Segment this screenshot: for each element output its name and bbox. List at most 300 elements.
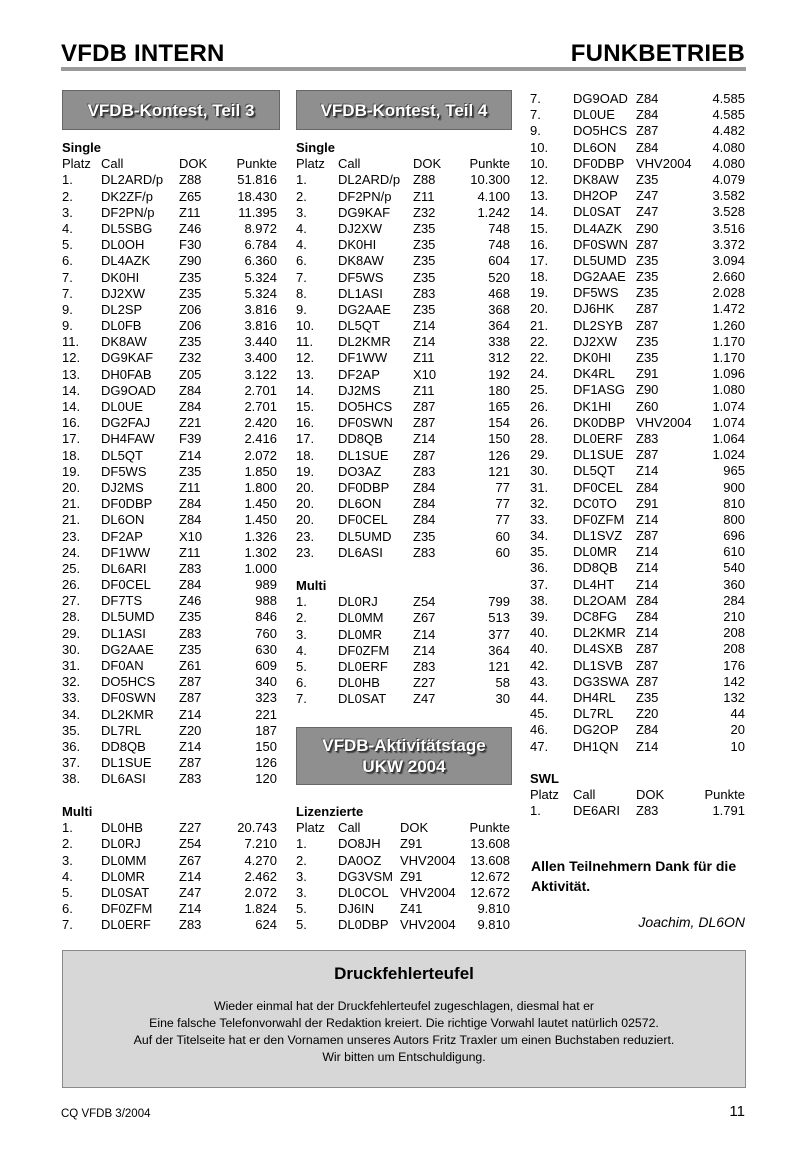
table-row [530,803,745,819]
call-cell: DF2PN/p [101,204,155,220]
table-row [530,107,745,123]
call-cell: DL0OH [101,237,145,253]
points-cell: 18.430 [237,188,277,204]
points-cell: 11.395 [238,204,277,220]
rank-cell: 34. [530,528,549,544]
points-cell: 799 [488,594,510,610]
k4-single-table [296,140,510,561]
points-cell: 1.170 [712,333,745,349]
table-row [530,269,745,285]
call-cell: DF0CEL [338,512,388,528]
column-header-dok: DOK [636,787,665,803]
rank-cell: 16. [62,415,81,431]
call-cell: DO8JH [338,836,381,852]
call-cell: DL6ON [101,512,145,528]
points-cell: 1.260 [712,317,745,333]
rank-cell: 19. [62,463,81,479]
rank-cell: 11. [296,334,314,350]
call-cell: DL1SUE [338,447,389,463]
rank-cell: 17. [62,431,81,447]
rank-cell: 29. [530,447,549,463]
call-cell: DJ6IN [338,901,375,917]
rank-cell: 36. [530,560,549,576]
column-header-call: Call [338,820,361,836]
call-cell: DL1SVB [573,657,623,673]
column-header-punkte: Punkte [469,820,510,836]
points-cell: 965 [723,463,745,479]
call-cell: DG9OAD [101,382,156,398]
dok-cell: Z35 [179,334,202,350]
table-row [296,545,510,561]
dok-cell: Z83 [179,625,202,641]
points-cell: 1.242 [477,204,510,220]
druckfehler-box [62,950,746,1088]
call-cell: DL0UE [573,107,615,123]
call-cell: DH1QN [573,738,619,754]
points-cell: 2.072 [244,884,277,900]
rank-cell: 32. [530,495,549,511]
call-cell: DF2PN/p [338,188,392,204]
table-row [296,496,510,512]
points-cell: 77 [495,479,510,495]
dok-cell: Z14 [179,868,202,884]
call-cell: DO5HCS [338,399,393,414]
dok-cell: Z83 [636,430,659,446]
points-cell: 989 [255,577,277,593]
table-row [530,140,745,156]
points-cell: 10.300 [470,172,510,188]
table-row [530,366,745,382]
call-cell: DG2OP [573,722,619,738]
dok-cell: Z47 [179,884,202,900]
dok-cell: Z87 [413,415,436,431]
rank-cell: 12. [296,350,315,366]
table-row [530,285,745,301]
dok-cell: Z83 [413,285,436,301]
dok-cell: Z35 [636,252,659,268]
points-cell: 3.582 [712,188,745,204]
rank-cell: 20. [296,479,315,495]
dok-cell: Z84 [179,399,202,414]
points-cell: 900 [723,479,745,495]
rank-cell: 34. [62,706,81,722]
call-cell: DL0SAT [101,884,150,900]
rank-cell: 7. [296,269,307,285]
dok-cell: Z32 [179,350,202,366]
dok-cell: Z14 [636,738,659,754]
k4-single-title: Single [296,140,336,155]
call-cell: DL5QT [573,463,615,479]
table-row [296,205,510,221]
dok-cell: X10 [179,528,203,544]
akt-lizenzierte-title: Lizenzierte [296,804,364,819]
table-row [530,156,745,172]
points-cell: 192 [488,366,510,382]
akt-swl-table [530,771,745,820]
dok-cell: Z35 [179,463,202,479]
call-cell: DL5QT [101,447,143,463]
column-header-punkte: Punkte [236,156,277,172]
dok-cell: Z60 [636,398,659,414]
dok-cell: Z87 [636,641,659,657]
points-cell: 364 [488,318,510,334]
header-rule [61,67,746,71]
points-cell: 696 [723,528,745,544]
dok-cell: Z54 [413,594,436,610]
dok-cell: Z11 [179,204,201,220]
call-cell: DH4FAW [101,431,155,447]
call-cell: DA0OZ [338,852,382,868]
call-cell: DH2OP [573,188,618,204]
dok-cell: Z35 [636,350,659,365]
rank-cell: 30. [530,463,549,479]
call-cell: DL0SAT [573,204,622,220]
table-row [62,820,277,836]
dok-cell: Z05 [179,366,202,382]
dok-cell: Z84 [636,609,659,624]
table-row [296,302,510,318]
dok-cell: Z54 [179,836,202,852]
rank-cell: 26. [530,414,549,430]
dok-cell: Z11 [413,350,435,366]
rank-cell: 26. [62,577,81,593]
rank-cell: 21. [62,512,81,528]
points-cell: 1.000 [244,560,277,576]
dok-cell: Z84 [636,107,659,123]
call-cell: DL2ARD/p [101,172,164,188]
k3-multi-table [62,804,277,934]
table-row [62,383,277,399]
points-cell: 44 [730,706,745,722]
rank-cell: 13. [296,366,315,382]
dok-cell: Z14 [636,625,659,641]
table-row [296,334,510,350]
dok-cell: Z14 [413,626,436,642]
dok-cell: Z61 [179,658,202,673]
call-cell: DL6ON [338,496,382,512]
dok-cell: Z35 [636,269,659,285]
points-cell: 604 [488,253,510,269]
points-cell: 180 [488,382,510,398]
points-cell: 208 [723,641,745,657]
dok-cell: Z88 [413,172,436,188]
call-cell: DK4RL [573,366,615,382]
points-cell: 1.074 [712,398,745,414]
points-cell: 13.608 [470,836,510,852]
call-cell: DL1SVZ [573,528,623,544]
points-cell: 2.660 [712,269,745,285]
dok-cell: VHV2004 [636,414,692,430]
table-row [62,496,277,512]
points-cell: 748 [488,237,510,253]
rank-cell: 9. [530,123,541,139]
call-cell: DF1WW [101,544,151,560]
dok-cell: Z27 [413,675,436,691]
table-row [62,723,277,739]
call-cell: DF1ASG [573,382,626,398]
table-row [62,512,277,528]
table-row [530,350,745,366]
call-cell: DL2KMR [338,334,391,350]
call-cell: DK8AW [101,334,147,350]
column-header-dok: DOK [400,820,429,836]
k3-single-title: Single [62,140,102,155]
column-header-call: Call [338,156,361,172]
call-cell: DO5HCS [101,674,156,690]
points-cell: 377 [488,626,510,642]
points-cell: 4.585 [712,91,745,106]
call-cell: DF0SWN [101,690,156,706]
points-cell: 6.360 [244,253,277,269]
rank-cell: 30. [62,641,81,657]
table-row [530,512,745,528]
column-header-row [296,820,510,836]
table-row [530,593,745,609]
dok-cell: Z83 [636,803,659,819]
points-cell: 846 [255,609,277,625]
table-row [62,480,277,496]
points-cell: 208 [723,625,745,641]
table-row [296,917,510,933]
points-cell: 1.472 [712,301,745,317]
call-cell: DF0ZFM [573,511,625,527]
column-header-punkte: Punkte [704,787,745,803]
rank-cell: 17. [530,252,549,268]
table-row [296,659,510,675]
points-cell: 5.324 [244,285,277,301]
call-cell: DF0DBP [101,496,153,512]
table-row [530,690,745,706]
dok-cell: Z46 [179,593,202,609]
points-cell: 8.972 [244,220,277,236]
dok-cell: Z87 [636,657,659,673]
table-row [530,221,745,237]
column-header-platz: Platz [530,787,559,803]
table-row [62,836,277,852]
call-cell: DF0CEL [101,577,151,593]
rank-cell: 38. [530,592,549,608]
table-row [530,447,745,463]
dok-cell: Z91 [400,836,423,852]
points-cell: 624 [255,917,277,933]
table-row [296,480,510,496]
call-cell: DL5UMD [338,528,392,544]
rank-cell: 18. [62,447,81,463]
points-cell: 610 [723,544,745,560]
footer-issue: CQ VFDB 3/2004 [61,1108,151,1120]
dok-cell: Z84 [636,592,659,608]
rank-cell: 12. [530,171,549,187]
dok-cell: Z47 [413,691,436,707]
druckfehler-line: Wir bitten um Entschuldigung. [322,1050,486,1064]
rank-cell: 29. [62,625,81,641]
points-cell: 520 [488,269,510,285]
table-row [62,253,277,269]
points-cell: 9.810 [477,901,510,917]
rank-cell: 39. [530,609,549,624]
table-row [296,350,510,366]
table-row [62,464,277,480]
dok-cell: Z90 [179,253,202,269]
dok-cell: Z14 [636,576,659,592]
call-cell: DL4AZK [101,253,151,269]
rank-cell: 47. [530,738,549,754]
call-cell: DL1ASI [338,285,383,301]
call-cell: DL0UE [101,399,143,414]
dok-cell: Z35 [413,301,436,317]
rank-cell: 45. [530,706,549,722]
points-cell: 2.072 [244,447,277,463]
table-row [530,577,745,593]
dok-cell: Z14 [179,738,202,754]
call-cell: DE6ARI [573,803,620,819]
points-cell: 3.372 [712,236,745,252]
points-cell: 1.824 [244,901,277,917]
rank-cell: 3. [296,884,307,900]
rank-cell: 36. [62,738,81,754]
table-row [296,529,510,545]
call-cell: DL2ARD/p [338,172,401,188]
rank-cell: 14. [62,399,81,414]
druckfehler-line: Wieder einmal hat der Druckfehlerteufel zugeschlagen, diesmal hat er [213,999,595,1013]
call-cell: DL5SBG [101,220,153,236]
k4-multi-title: Multi [296,578,327,593]
dok-cell: Z84 [413,496,436,512]
table-row [530,480,745,496]
dok-cell: Z91 [400,868,423,884]
akt-swl-title: SWL [530,771,559,786]
table-row [296,643,510,659]
call-cell: DJ2XW [338,220,383,236]
call-cell: DL0RJ [338,594,378,610]
druckfehler-line: Eine falsche Telefonvorwahl der Redaktion kreiert. Die richtige Vorwahl lautet natürlich 02572. [149,1016,659,1030]
points-cell: 12.672 [470,884,510,900]
rank-cell: 6. [62,253,73,269]
table-row [530,463,745,479]
rank-cell: 21. [62,496,81,512]
points-cell: 4.100 [477,188,510,204]
table-row [62,221,277,237]
table-row [296,594,510,610]
call-cell: DG9KAF [338,204,391,220]
rank-cell: 7. [296,691,307,707]
table-row [62,853,277,869]
dok-cell: Z87 [636,673,659,689]
call-cell: DF0ZFM [101,901,153,917]
call-cell: DK0HI [101,269,140,285]
table-row [62,690,277,706]
rank-cell: 37. [530,576,549,592]
druckfehler-text [63,998,745,1066]
points-cell: 4.080 [712,139,745,155]
rank-cell: 1. [530,803,541,819]
dok-cell: Z87 [413,399,436,414]
table-row [62,545,277,561]
points-cell: 1.064 [712,430,745,446]
dok-cell: Z14 [636,544,659,560]
call-cell: DL0ERF [101,917,151,933]
column-header-call: Call [573,787,596,803]
rank-cell: 3. [296,204,307,220]
call-cell: DL6ASI [338,544,383,560]
points-cell: 1.326 [244,528,277,544]
points-cell: 142 [723,673,745,689]
rank-cell: 21. [530,317,549,333]
points-cell: 630 [255,641,277,657]
table-row [62,609,277,625]
rank-cell: 10. [530,155,549,171]
dok-cell: Z06 [179,318,202,334]
points-cell: 20.743 [237,820,277,836]
rank-cell: 24. [530,366,549,382]
points-cell: 1.080 [712,382,745,398]
table-row [62,334,277,350]
call-cell: DO5HCS [573,123,628,139]
column-header-row [530,787,745,803]
column-header-call: Call [101,156,124,172]
dok-cell: Z11 [179,544,201,560]
rank-cell: 2. [62,836,73,852]
call-cell: DF2AP [101,528,143,544]
table-row [530,674,745,690]
table-row [296,172,510,188]
table-row [530,91,745,107]
table-row [296,836,510,852]
rank-cell: 3. [62,204,73,220]
table-row [530,415,745,431]
call-cell: DF1WW [338,350,388,366]
rank-cell: 10. [530,139,549,155]
points-cell: 165 [488,399,510,414]
table-row [530,706,745,722]
dok-cell: Z87 [179,690,202,706]
dok-cell: Z35 [636,333,659,349]
points-cell: 176 [723,657,745,673]
dok-cell: VHV2004 [400,852,456,868]
dok-cell: Z11 [413,188,435,204]
points-cell: 3.440 [244,334,277,350]
rank-cell: 3. [296,626,307,642]
call-cell: DL2KMR [101,706,154,722]
points-cell: 364 [488,642,510,658]
table-row [530,301,745,317]
table-row [62,286,277,302]
call-cell: DD8QB [101,738,146,754]
points-cell: 1.450 [244,512,277,528]
rank-cell: 7. [62,269,73,285]
column-header-dok: DOK [179,156,208,172]
table-row [62,529,277,545]
call-cell: DL0ERF [338,658,388,674]
rank-cell: 17. [296,431,315,447]
dok-cell: Z14 [636,463,659,479]
dok-cell: Z14 [179,901,202,917]
dok-cell: Z20 [179,722,202,738]
table-row [62,448,277,464]
rank-cell: 23. [296,528,315,544]
points-cell: 338 [488,334,510,350]
table-row [62,205,277,221]
dok-cell: Z87 [636,236,659,252]
table-row [62,755,277,771]
dok-cell: Z83 [179,560,202,576]
rank-cell: 8. [296,285,307,301]
dok-cell: Z84 [413,479,436,495]
points-cell: 1.791 [712,803,745,819]
rank-cell: 1. [62,172,73,188]
rank-cell: 24. [62,544,81,560]
table-row [62,318,277,334]
